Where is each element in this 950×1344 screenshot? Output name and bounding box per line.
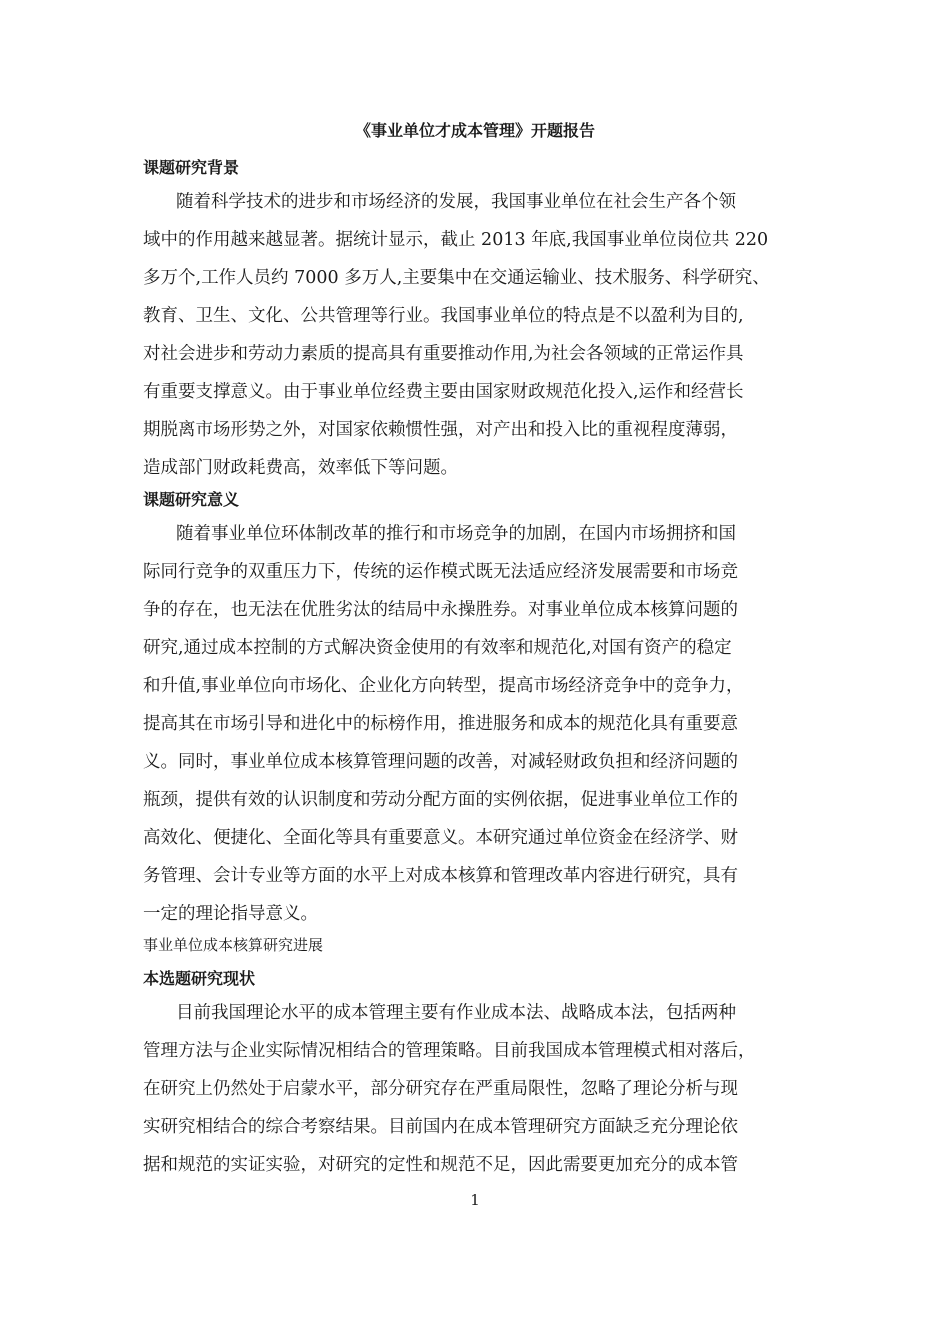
paragraph-line: 多万个,工作人员约 7000 多万人,主要集中在交通运输业、技术服务、科学研究、 (143, 268, 770, 288)
paragraph-line: 造成部门财政耗费高，效率低下等问题。 (143, 458, 458, 478)
document-title: 《事业单位才成本管理》开题报告 (354, 121, 595, 140)
paragraph-line: 有重要支撑意义。由于事业单位经费主要由国家财政规范化投入,运作和经营长 (143, 382, 744, 402)
paragraph-line: 际同行竞争的双重压力下，传统的运作模式既无法适应经济发展需要和市场竞 (143, 562, 738, 582)
section-heading-status: 本选题研究现状 (143, 969, 256, 988)
subsection-label: 事业单位成本核算研究进展 (143, 936, 324, 954)
paragraph-line: 对社会进步和劳动力素质的提高具有重要推动作用,为社会各领域的正常运作具 (143, 344, 744, 364)
paragraph-line: 和升值,事业单位向市场化、企业化方向转型，提高市场经济竞争中的竞争力， (143, 676, 744, 696)
paragraph-line: 据和规范的实证实验，对研究的定性和规范不足，因此需要更加充分的成本管 (143, 1155, 738, 1175)
paragraph-line: 随着事业单位环体制改革的推行和市场竞争的加剧，在国内市场拥挤和国 (176, 524, 736, 544)
section-heading-background: 课题研究背景 (143, 158, 240, 177)
paragraph-line: 一定的理论指导意义。 (143, 904, 318, 924)
paragraph-line: 随着科学技术的进步和市场经济的发展，我国事业单位在社会生产各个领 (176, 192, 736, 212)
paragraph-line: 争的存在，也无法在优胜劣汰的结局中永操胜券。对事业单位成本核算问题的 (143, 600, 738, 620)
paragraph-line: 管理方法与企业实际情况相结合的管理策略。目前我国成本管理模式相对落后， (143, 1041, 756, 1061)
paragraph-line: 教育、卫生、文化、公共管理等行业。我国事业单位的特点是不以盈利为目的, (143, 306, 744, 326)
paragraph-line: 期脱离市场形势之外，对国家依赖惯性强，对产出和投入比的重视程度薄弱， (143, 420, 738, 440)
paragraph-line: 高效化、便捷化、全面化等具有重要意义。本研究通过单位资金在经济学、财 (143, 828, 738, 848)
paragraph-line: 义。同时，事业单位成本核算管理问题的改善，对减轻财政负担和经济问题的 (143, 752, 738, 772)
paragraph-line: 研究,通过成本控制的方式解决资金使用的有效率和规范化,对国有资产的稳定 (143, 638, 732, 658)
section-heading-significance: 课题研究意义 (143, 490, 240, 509)
paragraph-line: 实研究相结合的综合考察结果。目前国内在成本管理研究方面缺乏充分理论依 (143, 1117, 738, 1137)
paragraph-line: 目前我国理论水平的成本管理主要有作业成本法、战略成本法，包括两种 (176, 1003, 736, 1023)
paragraph-line: 在研究上仍然处于启蒙水平，部分研究存在严重局限性，忽略了理论分析与现 (143, 1079, 738, 1099)
paragraph-line: 域中的作用越来越显著。据统计显示，截止 2013 年底,我国事业单位岗位共 220 (143, 230, 769, 250)
paragraph-line: 提高其在市场引导和进化中的标榜作用，推进服务和成本的规范化具有重要意 (143, 714, 738, 734)
paragraph-line: 务管理、会计专业等方面的水平上对成本核算和管理改革内容进行研究，具有 (143, 866, 738, 886)
paragraph-line: 瓶颈，提供有效的认识制度和劳动分配方面的实例依据，促进事业单位工作的 (143, 790, 738, 810)
page-number: 1 (470, 1191, 480, 1209)
